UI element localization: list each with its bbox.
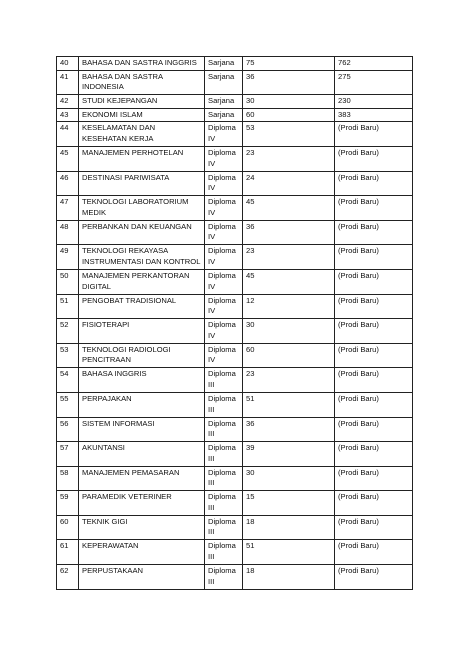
program-name-cell: TEKNOLOGI RADIOLOGI PENCITRAAN (79, 343, 205, 368)
program-name-cell: BAHASA DAN SASTRA INGGRIS (79, 57, 205, 71)
degree-level-cell: Diploma III (205, 565, 243, 590)
table-row (57, 146, 413, 171)
capacity-cell: 12 (243, 294, 335, 319)
applicants-cell: 230 (335, 95, 413, 109)
capacity-cell: 60 (243, 343, 335, 368)
program-name-cell: PERPAJAKAN (79, 392, 205, 417)
row-number-cell: 61 (57, 540, 79, 565)
capacity-cell: 15 (243, 491, 335, 516)
program-name-cell: FISIOTERAPI (79, 319, 205, 344)
capacity-cell: 18 (243, 565, 335, 590)
program-name-cell: PERPUSTAKAAN (79, 565, 205, 590)
capacity-cell: 53 (243, 122, 335, 147)
degree-level-cell: Diploma III (205, 368, 243, 393)
row-number-cell: 53 (57, 343, 79, 368)
row-number-cell: 59 (57, 491, 79, 516)
capacity-cell: 23 (243, 146, 335, 171)
table-row (57, 343, 413, 368)
capacity-cell: 75 (243, 57, 335, 71)
applicants-cell: 383 (335, 108, 413, 122)
capacity-cell: 60 (243, 108, 335, 122)
degree-level-cell: Diploma III (205, 540, 243, 565)
capacity-cell: 39 (243, 442, 335, 467)
row-number-cell: 48 (57, 220, 79, 245)
program-name-cell: KEPERAWATAN (79, 540, 205, 565)
capacity-cell: 18 (243, 515, 335, 540)
applicants-cell: (Prodi Baru) (335, 417, 413, 442)
row-number-cell: 54 (57, 368, 79, 393)
applicants-cell: (Prodi Baru) (335, 491, 413, 516)
degree-level-cell: Diploma III (205, 491, 243, 516)
program-name-cell: MANAJEMEN PEMASARAN (79, 466, 205, 491)
applicants-cell: (Prodi Baru) (335, 540, 413, 565)
capacity-cell: 23 (243, 245, 335, 270)
degree-level-cell: Sarjana (205, 108, 243, 122)
row-number-cell: 40 (57, 57, 79, 71)
degree-level-cell: Diploma IV (205, 343, 243, 368)
degree-level-cell: Diploma III (205, 442, 243, 467)
program-name-cell: MANAJEMEN PERKANTORAN DIGITAL (79, 269, 205, 294)
table-row (57, 122, 413, 147)
degree-level-cell: Diploma IV (205, 269, 243, 294)
applicants-cell: (Prodi Baru) (335, 368, 413, 393)
table-row (57, 319, 413, 344)
degree-level-cell: Diploma IV (205, 220, 243, 245)
table-row (57, 466, 413, 491)
table-row (57, 442, 413, 467)
applicants-cell: 762 (335, 57, 413, 71)
study-program-table (56, 56, 413, 590)
applicants-cell: (Prodi Baru) (335, 269, 413, 294)
applicants-cell: (Prodi Baru) (335, 196, 413, 221)
row-number-cell: 44 (57, 122, 79, 147)
row-number-cell: 45 (57, 146, 79, 171)
degree-level-cell: Diploma IV (205, 171, 243, 196)
program-name-cell: STUDI KEJEPANGAN (79, 95, 205, 109)
row-number-cell: 58 (57, 466, 79, 491)
table-row (57, 515, 413, 540)
applicants-cell: 275 (335, 70, 413, 95)
row-number-cell: 49 (57, 245, 79, 270)
table-row (57, 108, 413, 122)
table-row (57, 540, 413, 565)
program-name-cell: TEKNIK GIGI (79, 515, 205, 540)
table-row (57, 417, 413, 442)
capacity-cell: 51 (243, 392, 335, 417)
program-name-cell: BAHASA INGGRIS (79, 368, 205, 393)
program-name-cell: SISTEM INFORMASI (79, 417, 205, 442)
table-row (57, 220, 413, 245)
program-name-cell: PERBANKAN DAN KEUANGAN (79, 220, 205, 245)
degree-level-cell: Diploma IV (205, 245, 243, 270)
degree-level-cell: Sarjana (205, 95, 243, 109)
row-number-cell: 41 (57, 70, 79, 95)
program-name-cell: PARAMEDIK VETERINER (79, 491, 205, 516)
applicants-cell: (Prodi Baru) (335, 565, 413, 590)
degree-level-cell: Diploma IV (205, 196, 243, 221)
capacity-cell: 36 (243, 70, 335, 95)
program-name-cell: EKONOMI ISLAM (79, 108, 205, 122)
applicants-cell: (Prodi Baru) (335, 466, 413, 491)
row-number-cell: 43 (57, 108, 79, 122)
row-number-cell: 56 (57, 417, 79, 442)
program-name-cell: BAHASA DAN SASTRA INDONESIA (79, 70, 205, 95)
capacity-cell: 24 (243, 171, 335, 196)
row-number-cell: 47 (57, 196, 79, 221)
applicants-cell: (Prodi Baru) (335, 245, 413, 270)
applicants-cell: (Prodi Baru) (335, 171, 413, 196)
row-number-cell: 51 (57, 294, 79, 319)
table-row (57, 196, 413, 221)
degree-level-cell: Diploma IV (205, 122, 243, 147)
degree-level-cell: Diploma III (205, 417, 243, 442)
applicants-cell: (Prodi Baru) (335, 343, 413, 368)
degree-level-cell: Diploma III (205, 392, 243, 417)
capacity-cell: 30 (243, 466, 335, 491)
degree-level-cell: Diploma IV (205, 294, 243, 319)
capacity-cell: 45 (243, 196, 335, 221)
capacity-cell: 30 (243, 319, 335, 344)
capacity-cell: 30 (243, 95, 335, 109)
applicants-cell: (Prodi Baru) (335, 442, 413, 467)
table-row (57, 245, 413, 270)
applicants-cell: (Prodi Baru) (335, 220, 413, 245)
applicants-cell: (Prodi Baru) (335, 122, 413, 147)
table-row (57, 392, 413, 417)
applicants-cell: (Prodi Baru) (335, 146, 413, 171)
row-number-cell: 42 (57, 95, 79, 109)
capacity-cell: 36 (243, 417, 335, 442)
table-row (57, 368, 413, 393)
table-row (57, 57, 413, 71)
degree-level-cell: Sarjana (205, 57, 243, 71)
applicants-cell: (Prodi Baru) (335, 515, 413, 540)
table-row (57, 565, 413, 590)
table-row (57, 491, 413, 516)
program-name-cell: KESELAMATAN DAN KESEHATAN KERJA (79, 122, 205, 147)
table-row (57, 171, 413, 196)
program-name-cell: TEKNOLOGI REKAYASA INSTRUMENTASI DAN KONTROL (79, 245, 205, 270)
degree-level-cell: Diploma III (205, 466, 243, 491)
capacity-cell: 51 (243, 540, 335, 565)
row-number-cell: 60 (57, 515, 79, 540)
table-row (57, 70, 413, 95)
row-number-cell: 50 (57, 269, 79, 294)
row-number-cell: 62 (57, 565, 79, 590)
row-number-cell: 55 (57, 392, 79, 417)
program-name-cell: TEKNOLOGI LABORATORIUM MEDIK (79, 196, 205, 221)
table-row (57, 95, 413, 109)
degree-level-cell: Sarjana (205, 70, 243, 95)
row-number-cell: 52 (57, 319, 79, 344)
applicants-cell: (Prodi Baru) (335, 392, 413, 417)
capacity-cell: 45 (243, 269, 335, 294)
program-name-cell: DESTINASI PARIWISATA (79, 171, 205, 196)
degree-level-cell: Diploma IV (205, 146, 243, 171)
capacity-cell: 23 (243, 368, 335, 393)
table-row (57, 269, 413, 294)
table-body (57, 57, 413, 590)
row-number-cell: 57 (57, 442, 79, 467)
row-number-cell: 46 (57, 171, 79, 196)
applicants-cell: (Prodi Baru) (335, 319, 413, 344)
program-name-cell: AKUNTANSI (79, 442, 205, 467)
table-row (57, 294, 413, 319)
degree-level-cell: Diploma IV (205, 319, 243, 344)
program-name-cell: PENGOBAT TRADISIONAL (79, 294, 205, 319)
capacity-cell: 36 (243, 220, 335, 245)
program-name-cell: MANAJEMEN PERHOTELAN (79, 146, 205, 171)
applicants-cell: (Prodi Baru) (335, 294, 413, 319)
degree-level-cell: Diploma III (205, 515, 243, 540)
